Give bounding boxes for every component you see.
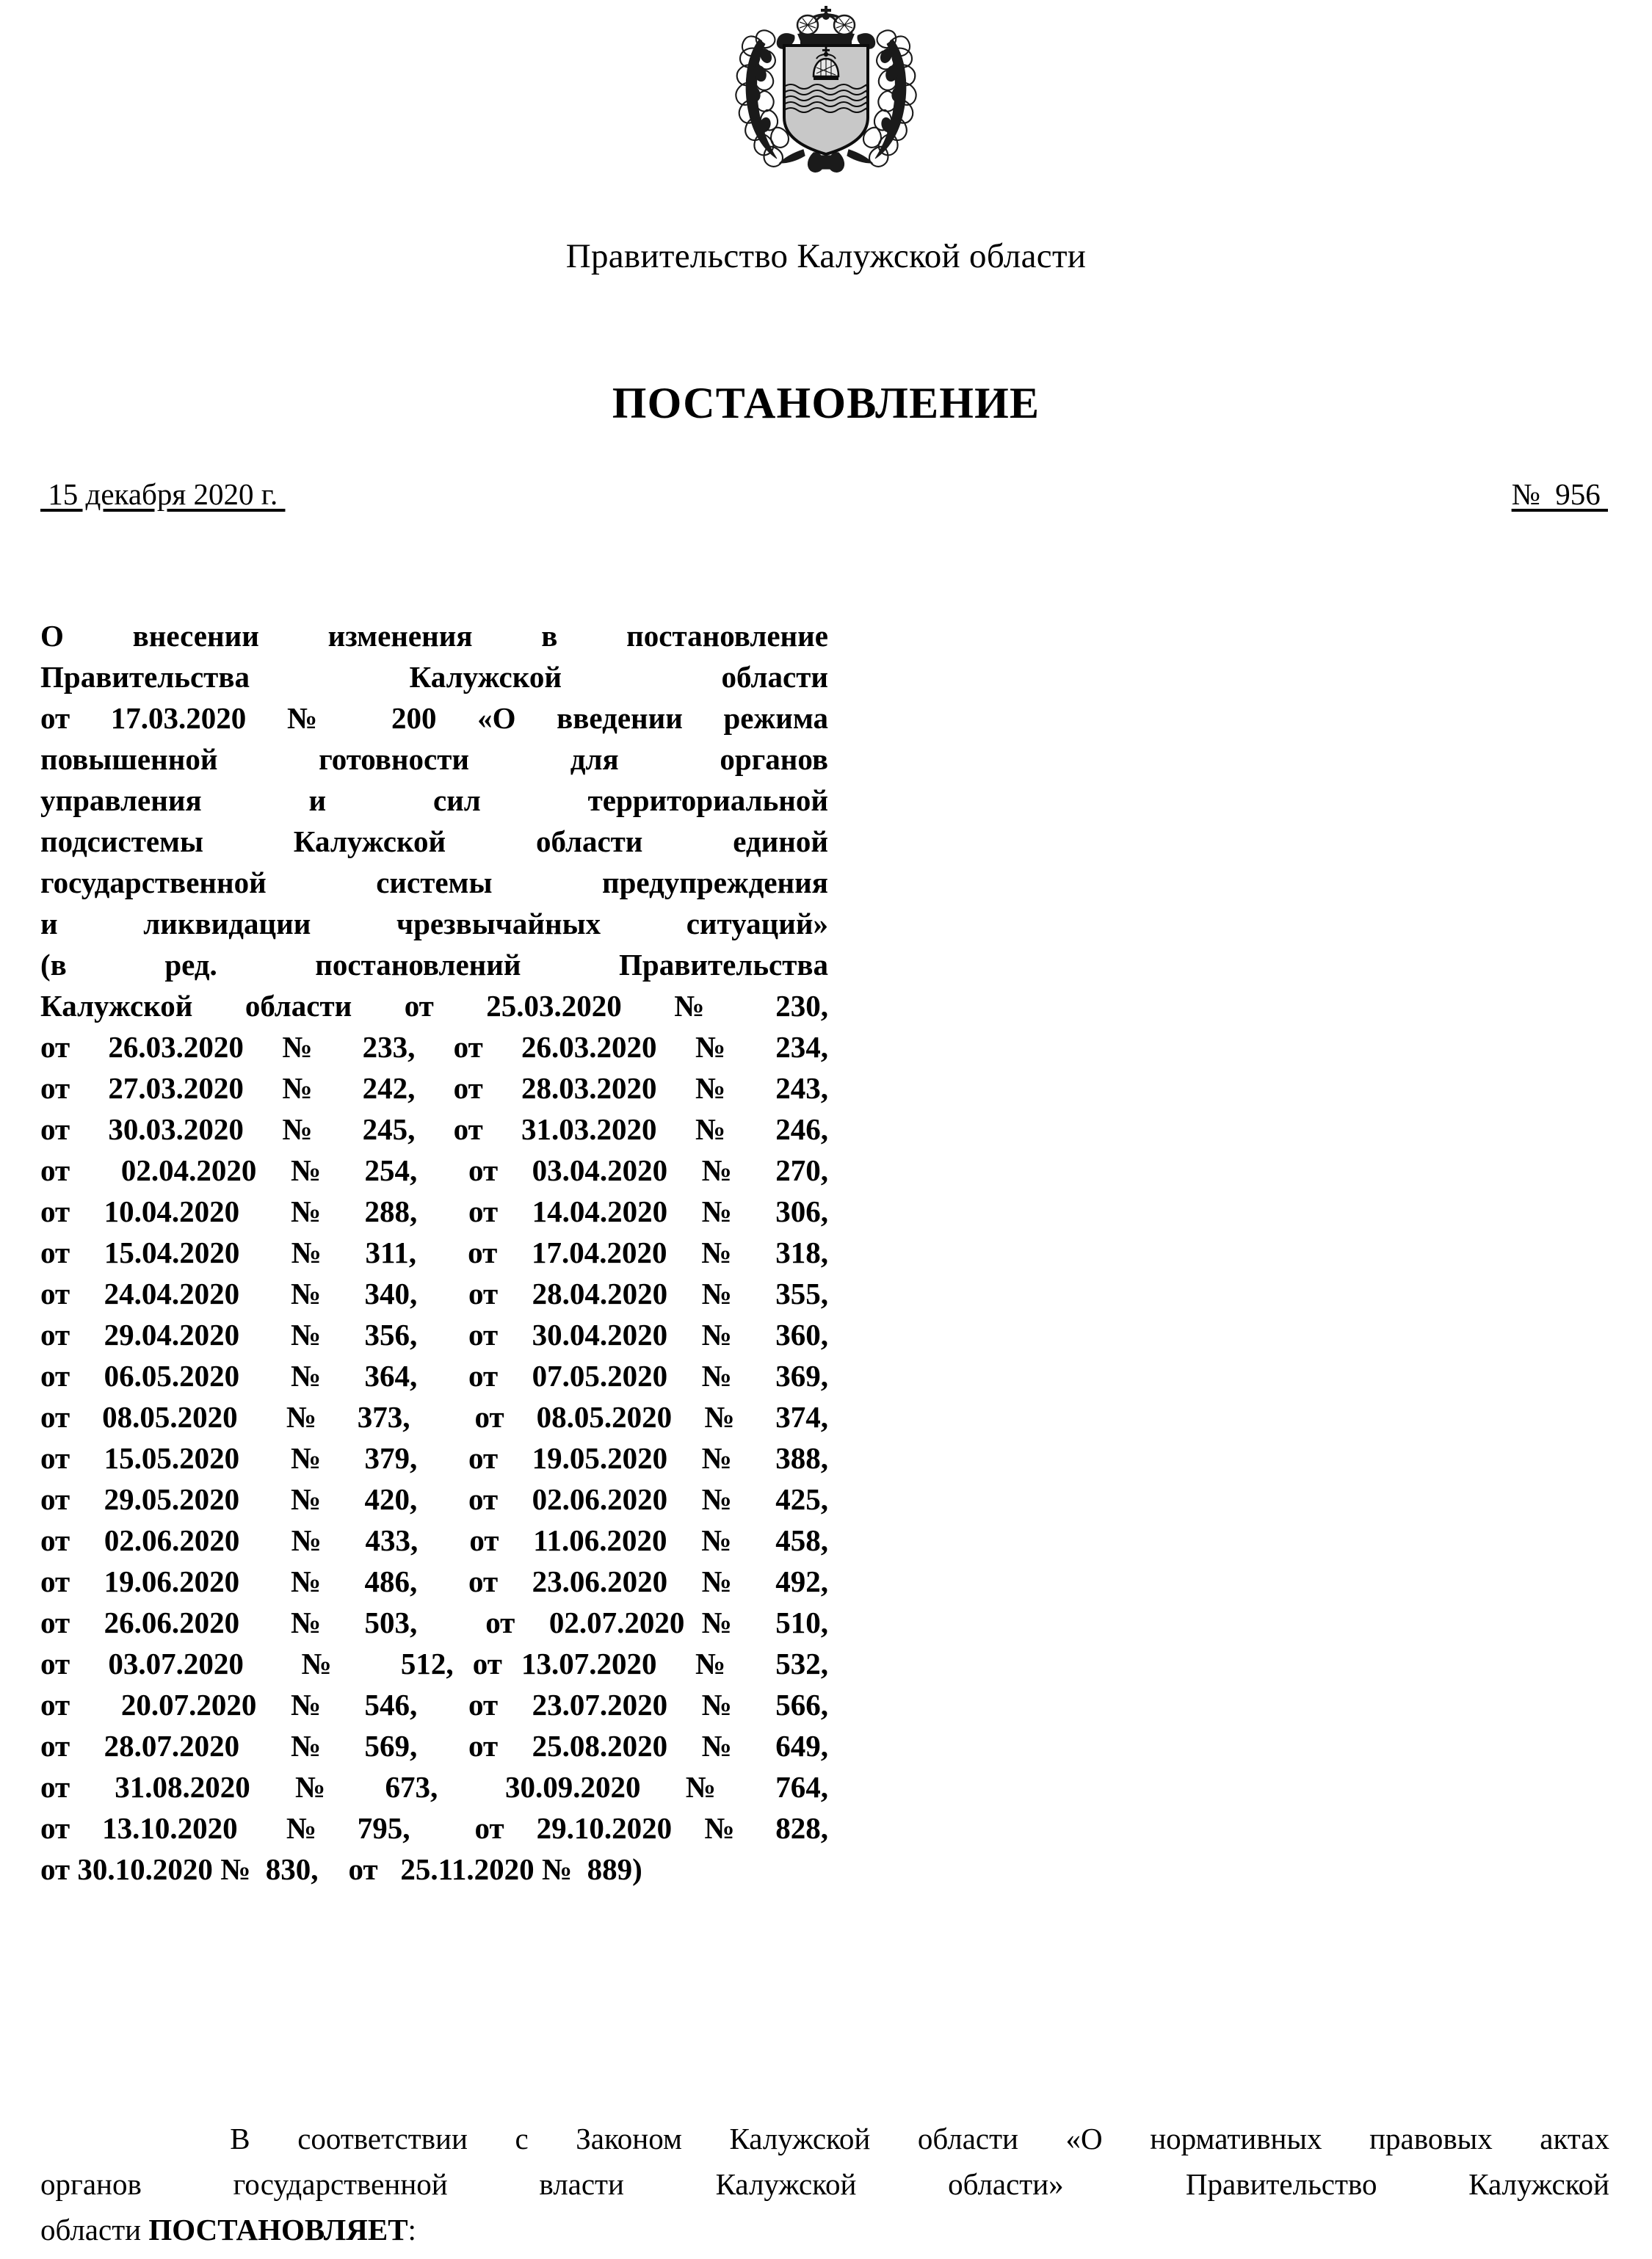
coat-of-arms-icon — [727, 6, 925, 182]
title-line: от 30.10.2020 № 830, от 25.11.2020 № 889) — [40, 1852, 642, 1886]
title-line: от 29.04.2020 № 356, от 30.04.2020 № 360, — [40, 1318, 828, 1352]
title-line: от 13.10.2020 № 795, от 29.10.2020 № 828, — [40, 1811, 828, 1845]
organization-name: Правительство Калужской области — [565, 237, 1087, 275]
postanovlyaet-keyword: ПОСТАНОВЛЯЕТ — [148, 2213, 408, 2247]
closing-line-2: органов государственной власти Калужской области» Правительство Калужской — [40, 2167, 1609, 2201]
title-line: от 26.03.2020 № 233, от 26.03.2020 № 234, — [40, 1030, 828, 1064]
title-line: и ликвидации чрезвычайных ситуаций» — [40, 907, 828, 940]
document-number: № 956 — [1511, 477, 1608, 511]
title-line: от 15.04.2020 № 311, от 17.04.2020 № 318, — [40, 1236, 828, 1269]
document-date: 15 декабря 2020 г. — [40, 477, 286, 511]
title-line: О внесении изменения в постановление — [40, 619, 828, 653]
title-line: (в ред. постановлений Правительства — [40, 948, 828, 982]
title-line: от 31.08.2020 № 673, 30.09.2020 № 764, — [40, 1770, 828, 1804]
document-kind-heading: ПОСТАНОВЛЕНИЕ — [612, 379, 1040, 428]
title-line: от 15.05.2020 № 379, от 19.05.2020 № 388, — [40, 1441, 828, 1475]
closing-paragraph — [40, 2116, 1609, 2252]
title-line: от 30.03.2020 № 245, от 31.03.2020 № 246, — [40, 1112, 828, 1146]
title-line: от 29.05.2020 № 420, от 02.06.2020 № 425, — [40, 1482, 828, 1516]
closing-line-1: В соответствии с Законом Калужской области «О нормативных правовых актах — [40, 2122, 1609, 2155]
title-line: повышенной готовности для органов — [40, 742, 828, 776]
title-line: от 19.06.2020 № 486, от 23.06.2020 № 492, — [40, 1564, 828, 1598]
title-line: от 08.05.2020 № 373, от 08.05.2020 № 374, — [40, 1400, 828, 1434]
title-line: Калужской области от 25.03.2020 № 230, — [40, 989, 828, 1023]
emblem-container — [0, 6, 1652, 186]
title-line: от 27.03.2020 № 242, от 28.03.2020 № 243, — [40, 1071, 828, 1105]
title-line: от 24.04.2020 № 340, от 28.04.2020 № 355, — [40, 1277, 828, 1310]
closing-line-3-suffix: : — [407, 2213, 416, 2247]
title-line: Правительства Калужской области — [40, 660, 828, 694]
document-meta-row — [40, 476, 1608, 520]
title-line: от 06.05.2020 № 364, от 07.05.2020 № 369, — [40, 1359, 828, 1393]
title-line: от 17.03.2020 № 200 «О введении режима — [40, 701, 828, 735]
title-line: от 10.04.2020 № 288, от 14.04.2020 № 306, — [40, 1194, 828, 1228]
closing-line-3-prefix: области — [40, 2213, 149, 2247]
title-line: от 02.04.2020 № 254, от 03.04.2020 № 270, — [40, 1153, 828, 1187]
closing-line-3 — [40, 2207, 1609, 2252]
title-line: от 03.07.2020 № 512, от 13.07.2020 № 532, — [40, 1647, 828, 1680]
document-title-block — [40, 615, 828, 1890]
title-line: от 28.07.2020 № 569, от 25.08.2020 № 649, — [40, 1729, 828, 1763]
title-line: от 26.06.2020 № 503, от 02.07.2020 № 510, — [40, 1606, 828, 1639]
title-line: управления и сил территориальной — [40, 783, 828, 817]
title-line: государственной системы предупреждения — [40, 866, 828, 899]
title-line: подсистемы Калужской области единой — [40, 824, 828, 858]
title-line: от 20.07.2020 № 546, от 23.07.2020 № 566, — [40, 1688, 828, 1722]
title-line: от 02.06.2020 № 433, от 11.06.2020 № 458, — [40, 1523, 828, 1557]
